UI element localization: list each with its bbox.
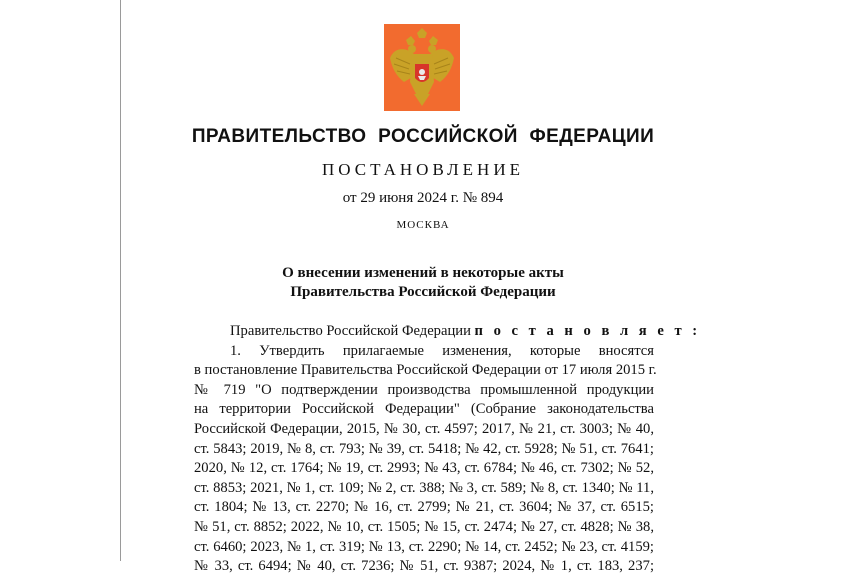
body-line: 1. Утвердить прилагаемые изменения, которые вносятся: [230, 342, 654, 359]
body-line: № 33, ст. 6494; № 40, ст. 7236; № 51, ст. 9387; 2024, № 1, ст. 183, 237;: [194, 558, 654, 575]
document-city: МОСКВА: [396, 219, 450, 231]
subject-line-1: О внесении изменений в некоторые акты: [282, 265, 564, 281]
document-subject: [0, 264, 846, 302]
body-line: ст. 8853; 2021, № 1, ст. 109; № 2, ст. 388; № 3, ст. 589; № 8, ст. 1340; № 11,: [194, 479, 654, 496]
document-type: ПОСТАНОВЛЕНИЕ: [321, 160, 524, 179]
preamble-verb: п о с т а н о в л я е т :: [474, 323, 701, 339]
body-line: в постановление Правительства Российской Федерации от 17 июля 2015 г.: [194, 362, 657, 379]
preamble-text: Правительство Российской Федерации: [230, 323, 471, 339]
body-line: № 719 "О подтверждении производства промышленной продукции: [194, 381, 654, 398]
document-body: [194, 322, 701, 577]
coat-of-arms-emblem: [384, 24, 460, 111]
preamble-line: [194, 322, 701, 342]
body-line: на территории Российской Федерации" (Собрание законодательства: [194, 401, 654, 418]
document-date-number: от 29 июня 2024 г. № 894: [342, 190, 504, 206]
body-line: ст. 6460; 2023, № 1, ст. 319; № 13, ст. 2290; № 14, ст. 2452; № 23, ст. 4159;: [194, 538, 654, 555]
body-line: Российской Федерации, 2015, № 30, ст. 4597; 2017, № 21, ст. 3003; № 40,: [194, 420, 654, 437]
subject-line-2: Правительства Российской Федерации: [290, 284, 556, 300]
government-title: ПРАВИТЕЛЬСТВО РОССИЙСКОЙ ФЕДЕРАЦИИ: [191, 126, 655, 147]
body-line: ст. 5843; 2019, № 8, ст. 793; № 39, ст. 5418; № 42, ст. 5928; № 51, ст. 7641;: [194, 440, 654, 457]
body-line: ст. 1804; № 13, ст. 2270; № 16, ст. 2799; № 21, ст. 3604; № 37, ст. 6515;: [194, 499, 654, 516]
body-line: 2020, № 12, ст. 1764; № 19, ст. 2993; № 43, ст. 6784; № 46, ст. 7302; № 52,: [194, 460, 654, 477]
body-line: № 51, ст. 8852; 2022, № 10, ст. 1505; № 15, ст. 2474; № 27, ст. 4828; № 38,: [194, 518, 654, 535]
